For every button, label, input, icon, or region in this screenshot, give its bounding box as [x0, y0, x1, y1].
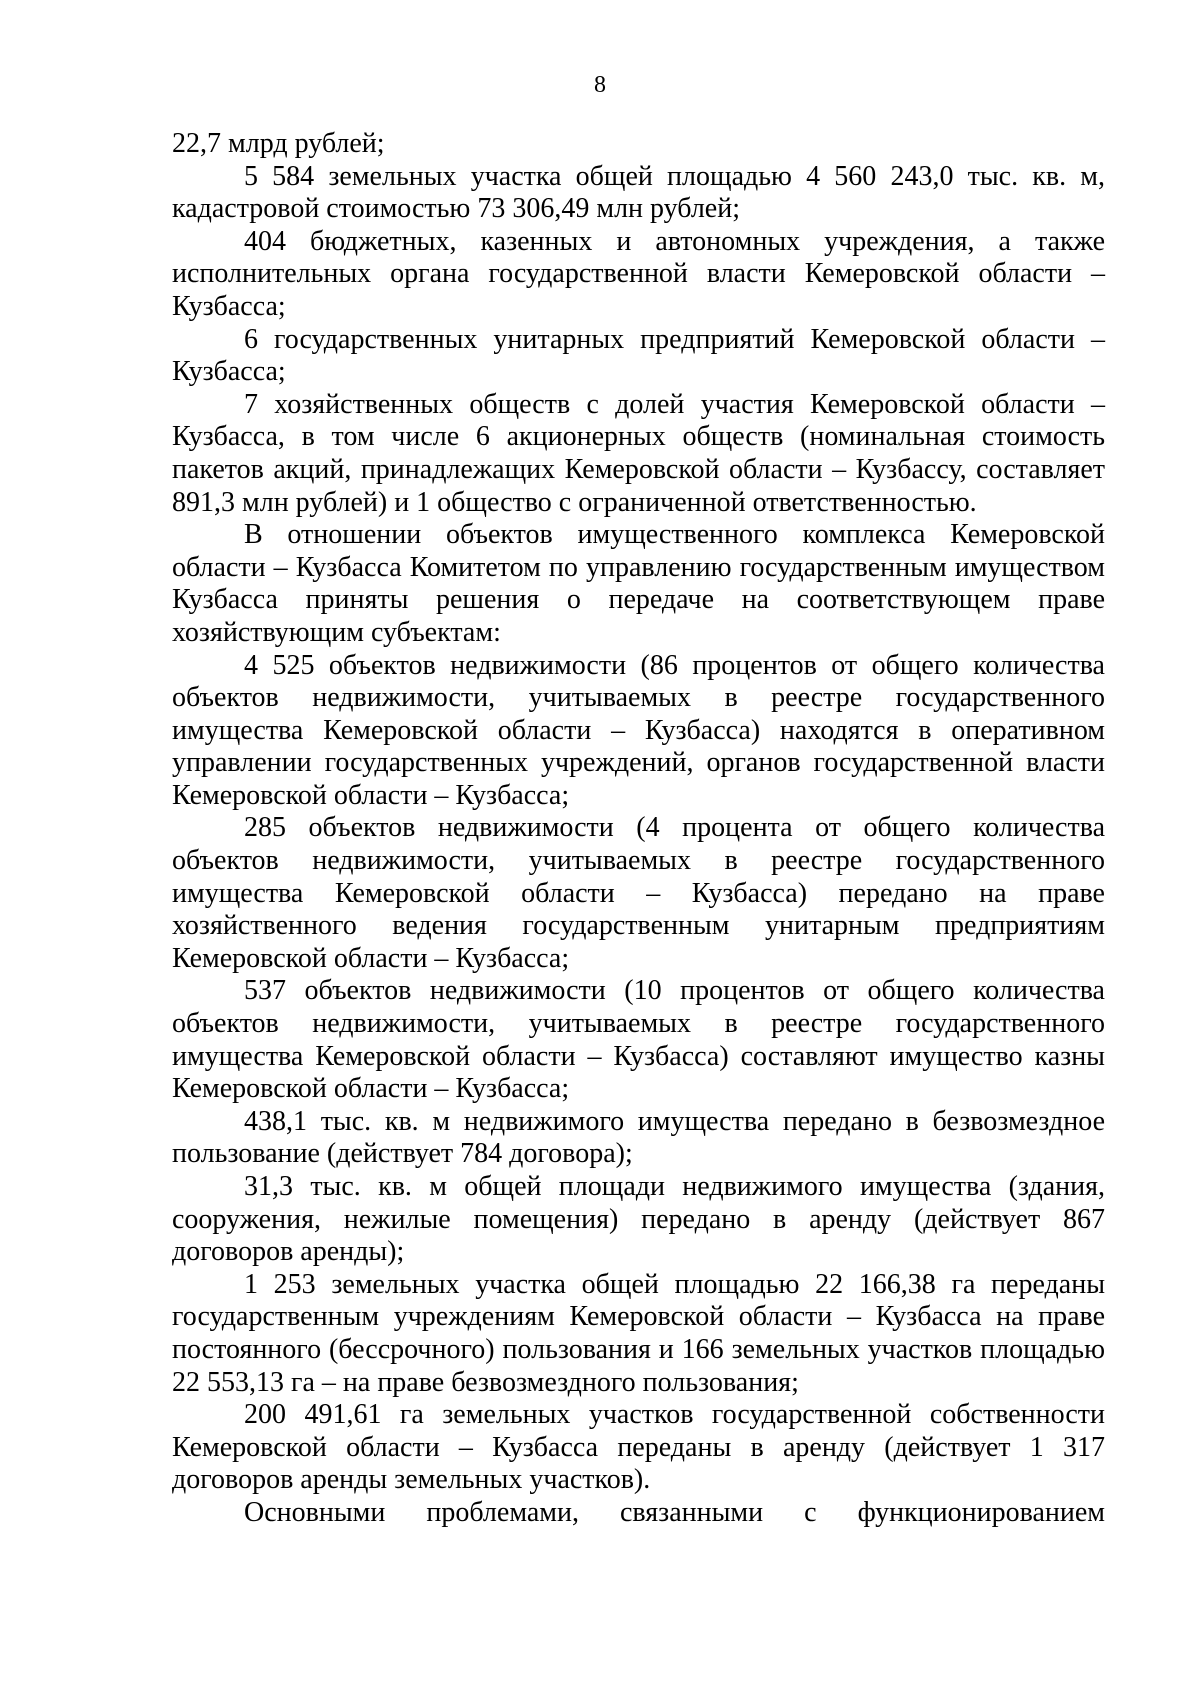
paragraph: 22,7 млрд рублей; [172, 128, 385, 159]
paragraph-continued: Основными проблемами, связанными с функционированием [244, 1496, 1105, 1528]
paragraph: 1 253 земельных участка общей площадью 22 166,38 га переданы государственным учреждениям Кемеровской области – Кузбасса на праве постоянного (бессрочного) пользования и 166 земельных участков площадью 22 553,13 га – на праве безвозмездного пользования; [172, 1268, 1105, 1398]
paragraph: 537 объектов недвижимости (10 процентов от общего количества объектов недвижимости, учитываемых в реестре государственного имущества Кемеровской области – Кузбасса) составляют имущество казны Кемеровской области – Кузбасса; [172, 975, 1105, 1105]
paragraph: 438,1 тыс. кв. м недвижимого имущества передано в безвозмездное пользование (действует 784 договора); [172, 1105, 1105, 1170]
paragraph: 285 объектов недвижимости (4 процента от общего количества объектов недвижимости, учитываемых в реестре государственного имущества Кемеровской области – Кузбасса) передано на праве хозяйственного ведения государственным унитарным предприятиям Кемеровской области – Кузбасса; [172, 812, 1105, 974]
page-number: 8 [594, 72, 606, 98]
paragraph: 31,3 тыс. кв. м общей площади недвижимого имущества (здания, сооружения, нежилые помещения) передано в аренду (действует 867 договоров аренды); [172, 1171, 1105, 1268]
paragraph: В отношении объектов имущественного комплекса Кемеровской области – Кузбасса Комитетом по управлению государственным имуществом Кузбасса приняты решения о передаче на соответствующем праве хозяйствующим субъектам: [172, 519, 1105, 648]
document-body [172, 128, 1105, 1530]
paragraph: 7 хозяйственных обществ с долей участия Кемеровской области – Кузбасса, в том числе 6 акционерных обществ (номинальная стоимость пакетов акций, принадлежащих Кемеровской области – Кузбассу, составляет 891,3 млн рублей) и 1 общество с ограниченной ответственностью. [172, 388, 1105, 518]
paragraph: 6 государственных унитарных предприятий Кемеровской области – Кузбасса; [172, 323, 1105, 388]
paragraph: 5 584 земельных участка общей площадью 4 560 243,0 тыс. кв. м, кадастровой стоимостью 73 306,49 млн рублей; [172, 160, 1105, 225]
paragraph: 4 525 объектов недвижимости (86 процентов от общего количества объектов недвижимости, учитываемых в реестре государственного имущества Кемеровской области – Кузбасса) находятся в оперативном управлении государственных учреждений, органов государственной власти Кемеровской области – Кузбасса; [172, 649, 1105, 811]
paragraph: 200 491,61 га земельных участков государственной собственности Кемеровской области – Кузбасса переданы в аренду (действует 1 317 договоров аренды земельных участков). [172, 1399, 1105, 1496]
paragraph: 404 бюджетных, казенных и автономных учреждения, а также исполнительных органа государственной власти Кемеровской области – Кузбасса; [172, 225, 1105, 322]
